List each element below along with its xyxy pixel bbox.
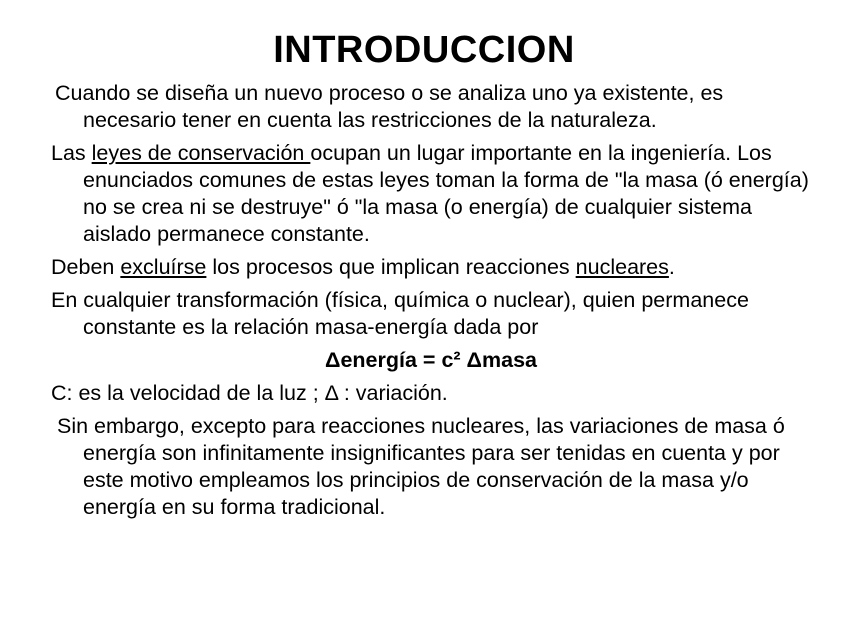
paragraph-leyes-conservacion [51,140,811,248]
paragraph-text-mid: los procesos que implican reacciones [206,255,576,279]
paragraph-text-pre: Deben [51,255,121,279]
paragraph-text-post: ocupan un lugar importante en la ingeniería. Los enunciados comunes de estas leyes toman la forma de "la masa (ó energía) no se crea ni se destruye" ó "la masa (o energía) de cualquier sistema aislado permanece constante. [83,141,809,246]
underlined-term-excluirse: excluírse [120,255,207,279]
slide-title: INTRODUCCION [273,29,575,71]
paragraph-definiciones [51,380,811,407]
paragraph-text: En cualquier transformación (física, química o nuclear), quien permanece constante es la relación masa-energía dada por [51,288,749,339]
formula-masa-energia: Δenergía = c² Δmasa [325,348,537,372]
underlined-term-leyes: leyes de conservación [91,141,311,165]
paragraph-text: C: es la velocidad de la luz ; Δ : variación. [51,381,448,405]
paragraph-text-post: . [668,255,675,279]
paragraph-text-pre: Las [51,141,92,165]
paragraph-text: Cuando se diseña un nuevo proceso o se analiza uno ya existente, es necesario tener en cuenta las restricciones de la naturaleza. [55,81,724,132]
paragraph-transformacion [51,287,811,341]
paragraph-sin-embargo [51,413,811,521]
paragraph-text: Sin embargo, excepto para reacciones nucleares, las variaciones de masa ó energía son infinitamente insignificantes para ser tenidas en cuenta y por este motivo empleamos los principios de conservación de la masa y/o energía en su forma tradicional. [57,414,785,519]
slide-body [51,80,811,527]
underlined-term-nucleares: nucleares [575,255,669,279]
paragraph-restricciones [51,80,811,134]
paragraph-excluirse [51,254,811,281]
